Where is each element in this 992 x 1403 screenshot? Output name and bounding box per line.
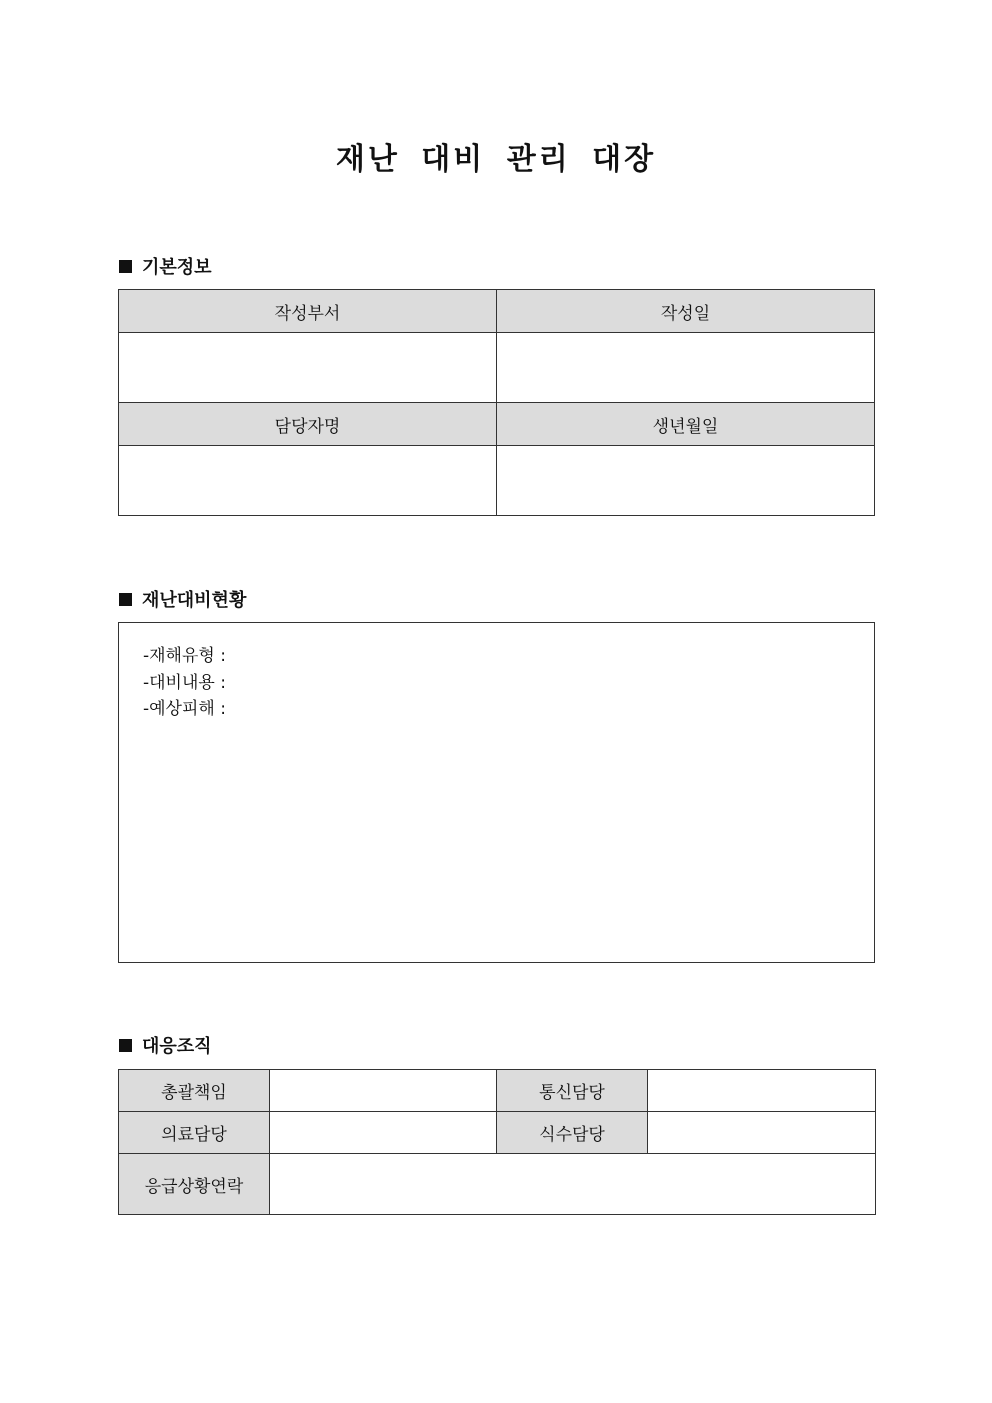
header-birthdate: 생년월일 (497, 403, 875, 446)
label-emergency-contact: 응급상황연락 (119, 1154, 270, 1215)
field-dept[interactable] (119, 333, 497, 403)
header-manager-name: 담당자명 (119, 403, 497, 446)
label-general-manager: 총괄책임 (119, 1070, 270, 1112)
status-box[interactable] (118, 622, 875, 963)
section-heading-label: 재난대비현황 (142, 590, 247, 611)
square-bullet-icon (119, 260, 132, 273)
section-heading-basic-info (119, 253, 212, 279)
field-medical[interactable] (270, 1112, 497, 1154)
section-heading-label: 기본정보 (142, 257, 212, 278)
label-communication: 통신담당 (497, 1070, 648, 1112)
field-birthdate[interactable] (497, 446, 875, 516)
section-heading-label: 대응조직 (142, 1036, 212, 1057)
status-line-expected-damage: -예상피해 : (143, 699, 226, 719)
header-dept: 작성부서 (119, 290, 497, 333)
header-date: 작성일 (497, 290, 875, 333)
section-heading-status (119, 586, 246, 612)
status-line-preparation: -대비내용 : (143, 672, 226, 693)
label-medical: 의료담당 (119, 1112, 270, 1154)
field-date[interactable] (497, 333, 875, 403)
status-line-disaster-type: -재해유형 : (143, 646, 226, 666)
basic-info-table (118, 289, 875, 516)
field-emergency-contact[interactable] (270, 1154, 876, 1215)
section-heading-response-org (119, 1032, 212, 1058)
square-bullet-icon (119, 1039, 132, 1052)
field-water-supply[interactable] (648, 1112, 876, 1154)
square-bullet-icon (119, 593, 132, 606)
field-communication[interactable] (648, 1070, 876, 1112)
label-water-supply: 식수담당 (497, 1112, 648, 1154)
response-org-table (118, 1069, 876, 1215)
field-general-manager[interactable] (270, 1070, 497, 1112)
field-manager-name[interactable] (119, 446, 497, 516)
document-title: 재난 대비 관리 대장 (335, 142, 657, 177)
